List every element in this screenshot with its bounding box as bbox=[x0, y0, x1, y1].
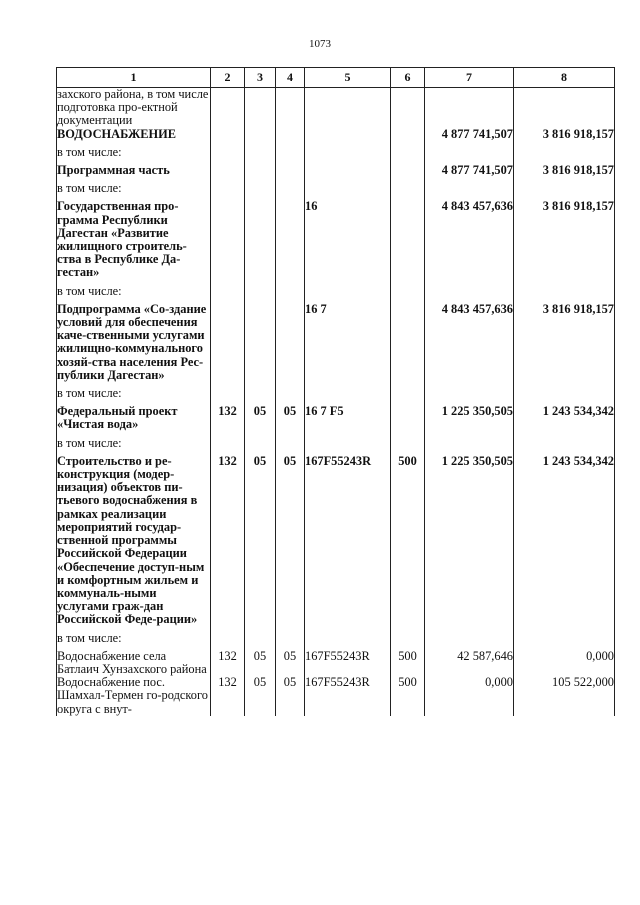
page-number: 1073 bbox=[309, 38, 331, 50]
amount-cell bbox=[514, 627, 615, 650]
table-row bbox=[57, 303, 615, 382]
amount-cell bbox=[425, 382, 514, 405]
amount-cell bbox=[425, 88, 514, 128]
amount-cell bbox=[425, 280, 514, 303]
target-article-cell bbox=[305, 164, 391, 177]
section-code-cell bbox=[245, 382, 276, 405]
table-row bbox=[57, 177, 615, 200]
ministry-code-cell: 132 bbox=[211, 676, 245, 716]
table-row bbox=[57, 432, 615, 455]
amount-cell: 0,000 bbox=[514, 650, 615, 676]
target-article-cell: 16 bbox=[305, 200, 391, 279]
amount-cell bbox=[425, 432, 514, 455]
amount-cell: 3 816 918,157 bbox=[514, 200, 615, 279]
column-header: 7 bbox=[425, 68, 514, 88]
ministry-code-cell bbox=[211, 177, 245, 200]
expense-type-cell bbox=[391, 432, 425, 455]
table-row bbox=[57, 455, 615, 627]
budget-table bbox=[56, 67, 615, 716]
section-code-cell bbox=[245, 200, 276, 279]
section-code-cell bbox=[245, 280, 276, 303]
column-header: 2 bbox=[211, 68, 245, 88]
subsection-code-cell: 05 bbox=[276, 676, 305, 716]
column-header: 4 bbox=[276, 68, 305, 88]
amount-cell: 42 587,646 bbox=[425, 650, 514, 676]
subsection-code-cell bbox=[276, 164, 305, 177]
ministry-code-cell bbox=[211, 627, 245, 650]
row-name-cell: Программная часть bbox=[57, 164, 211, 177]
expense-type-cell bbox=[391, 164, 425, 177]
subsection-code-cell bbox=[276, 280, 305, 303]
section-code-cell bbox=[245, 128, 276, 141]
section-code-cell bbox=[245, 177, 276, 200]
section-code-cell bbox=[245, 303, 276, 382]
expense-type-cell bbox=[391, 141, 425, 164]
section-code-cell bbox=[245, 88, 276, 128]
expense-type-cell bbox=[391, 200, 425, 279]
expense-type-cell bbox=[391, 88, 425, 128]
expense-type-cell bbox=[391, 405, 425, 431]
row-name-cell: Государственная про-грамма Республики Дагестан «Развитие жилищного строитель-ства в Республике Да-гестан» bbox=[57, 200, 211, 279]
amount-cell bbox=[514, 432, 615, 455]
column-header: 8 bbox=[514, 68, 615, 88]
amount-cell: 105 522,000 bbox=[514, 676, 615, 716]
target-article-cell bbox=[305, 432, 391, 455]
column-header: 1 bbox=[57, 68, 211, 88]
subsection-code-cell bbox=[276, 303, 305, 382]
amount-cell: 0,000 bbox=[425, 676, 514, 716]
section-code-cell bbox=[245, 141, 276, 164]
header-row bbox=[57, 68, 615, 88]
expense-type-cell bbox=[391, 280, 425, 303]
subsection-code-cell bbox=[276, 88, 305, 128]
table-row bbox=[57, 405, 615, 431]
row-name-cell: в том числе: bbox=[57, 432, 211, 455]
target-article-cell bbox=[305, 88, 391, 128]
ministry-code-cell bbox=[211, 141, 245, 164]
amount-cell: 1 225 350,505 bbox=[425, 405, 514, 431]
target-article-cell: 16 7 F5 bbox=[305, 405, 391, 431]
target-article-cell: 16 7 bbox=[305, 303, 391, 382]
subsection-code-cell bbox=[276, 177, 305, 200]
ministry-code-cell bbox=[211, 88, 245, 128]
subsection-code-cell bbox=[276, 432, 305, 455]
amount-cell: 3 816 918,157 bbox=[514, 128, 615, 141]
expense-type-cell bbox=[391, 128, 425, 141]
row-name-cell: Подпрограмма «Со-здание условий для обеспечения каче-ственными услугами жилищно-коммунального хозяй-ства населения Рес-публики Дагестан» bbox=[57, 303, 211, 382]
amount-cell bbox=[514, 141, 615, 164]
amount-cell bbox=[425, 177, 514, 200]
amount-cell bbox=[425, 627, 514, 650]
subsection-code-cell bbox=[276, 200, 305, 279]
column-header: 5 bbox=[305, 68, 391, 88]
section-code-cell: 05 bbox=[245, 455, 276, 627]
section-code-cell bbox=[245, 164, 276, 177]
table-row bbox=[57, 141, 615, 164]
row-name-cell: Федеральный проект «Чистая вода» bbox=[57, 405, 211, 431]
ministry-code-cell bbox=[211, 128, 245, 141]
target-article-cell bbox=[305, 141, 391, 164]
row-name-cell: в том числе: bbox=[57, 382, 211, 405]
target-article-cell: 167F55243R bbox=[305, 455, 391, 627]
ministry-code-cell bbox=[211, 164, 245, 177]
table-row bbox=[57, 200, 615, 279]
target-article-cell bbox=[305, 177, 391, 200]
target-article-cell bbox=[305, 128, 391, 141]
amount-cell: 1 243 534,342 bbox=[514, 455, 615, 627]
section-code-cell: 05 bbox=[245, 676, 276, 716]
amount-cell bbox=[514, 88, 615, 128]
column-header: 3 bbox=[245, 68, 276, 88]
column-header: 6 bbox=[391, 68, 425, 88]
row-name-cell: Водоснабжение села Батлаич Хунзахского района bbox=[57, 650, 211, 676]
amount-cell: 4 877 741,507 bbox=[425, 128, 514, 141]
table-row bbox=[57, 164, 615, 177]
target-article-cell bbox=[305, 627, 391, 650]
table-row bbox=[57, 627, 615, 650]
table-row bbox=[57, 88, 615, 128]
amount-cell: 4 843 457,636 bbox=[425, 200, 514, 279]
table-row bbox=[57, 280, 615, 303]
expense-type-cell bbox=[391, 627, 425, 650]
row-name-cell: в том числе: bbox=[57, 177, 211, 200]
ministry-code-cell bbox=[211, 432, 245, 455]
amount-cell: 3 816 918,157 bbox=[514, 164, 615, 177]
section-code-cell bbox=[245, 432, 276, 455]
expense-type-cell bbox=[391, 303, 425, 382]
subsection-code-cell: 05 bbox=[276, 455, 305, 627]
expense-type-cell: 500 bbox=[391, 676, 425, 716]
subsection-code-cell bbox=[276, 382, 305, 405]
amount-cell: 3 816 918,157 bbox=[514, 303, 615, 382]
ministry-code-cell bbox=[211, 303, 245, 382]
table-row bbox=[57, 382, 615, 405]
amount-cell bbox=[514, 382, 615, 405]
subsection-code-cell bbox=[276, 627, 305, 650]
subsection-code-cell bbox=[276, 141, 305, 164]
amount-cell: 1 225 350,505 bbox=[425, 455, 514, 627]
expense-type-cell: 500 bbox=[391, 650, 425, 676]
section-code-cell: 05 bbox=[245, 650, 276, 676]
target-article-cell bbox=[305, 382, 391, 405]
target-article-cell bbox=[305, 280, 391, 303]
amount-cell bbox=[514, 177, 615, 200]
subsection-code-cell: 05 bbox=[276, 650, 305, 676]
amount-cell: 4 843 457,636 bbox=[425, 303, 514, 382]
target-article-cell: 167F55243R bbox=[305, 650, 391, 676]
table-row bbox=[57, 650, 615, 676]
section-code-cell bbox=[245, 627, 276, 650]
section-code-cell: 05 bbox=[245, 405, 276, 431]
row-name-cell: в том числе: bbox=[57, 141, 211, 164]
subsection-code-cell bbox=[276, 128, 305, 141]
ministry-code-cell: 132 bbox=[211, 405, 245, 431]
amount-cell bbox=[425, 141, 514, 164]
row-name-cell: Водоснабжение пос. Шамхал-Термен го-родского округа с внут- bbox=[57, 676, 211, 716]
ministry-code-cell: 132 bbox=[211, 650, 245, 676]
row-name-cell: в том числе: bbox=[57, 627, 211, 650]
expense-type-cell bbox=[391, 177, 425, 200]
expense-type-cell: 500 bbox=[391, 455, 425, 627]
table-row bbox=[57, 676, 615, 716]
row-name-cell: ВОДОСНАБЖЕНИЕ bbox=[57, 128, 211, 141]
row-name-cell: захского района, в том числе подготовка про-ектной документации bbox=[57, 88, 211, 128]
expense-type-cell bbox=[391, 382, 425, 405]
row-name-cell: Строительство и ре-конструкция (модер-низация) объектов пи-тьевого водоснабжения в рамках реализации мероприятий государ-ственной программы Российской Федерации «Обеспечение доступ-ным и комфортным жильем и коммуналь-ными услугами граж-дан Российской Феде-рации» bbox=[57, 455, 211, 627]
target-article-cell: 167F55243R bbox=[305, 676, 391, 716]
amount-cell: 4 877 741,507 bbox=[425, 164, 514, 177]
subsection-code-cell: 05 bbox=[276, 405, 305, 431]
ministry-code-cell bbox=[211, 200, 245, 279]
amount-cell bbox=[514, 280, 615, 303]
ministry-code-cell: 132 bbox=[211, 455, 245, 627]
amount-cell: 1 243 534,342 bbox=[514, 405, 615, 431]
ministry-code-cell bbox=[211, 382, 245, 405]
table-row bbox=[57, 128, 615, 141]
row-name-cell: в том числе: bbox=[57, 280, 211, 303]
ministry-code-cell bbox=[211, 280, 245, 303]
